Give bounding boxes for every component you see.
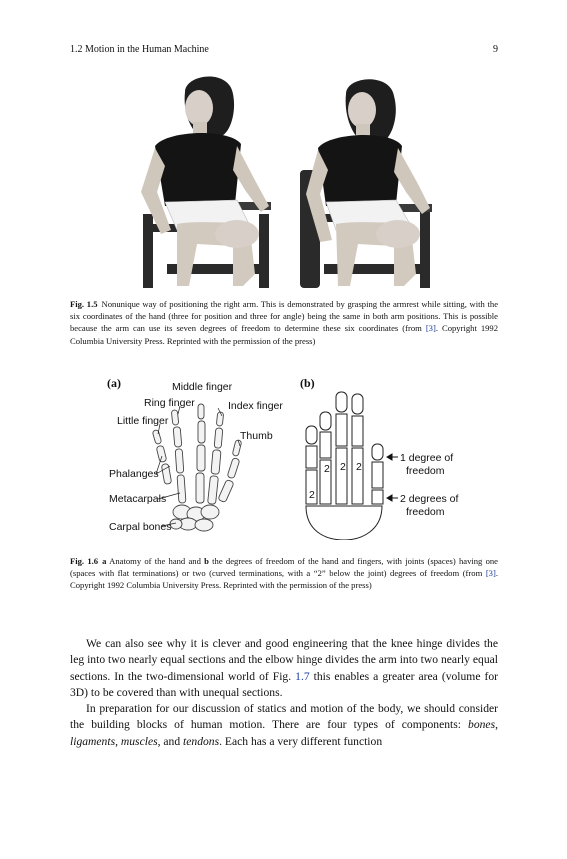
label-little-finger: Little finger (117, 415, 169, 427)
paragraph-2 (70, 701, 498, 750)
label-thumb: Thumb (240, 430, 273, 442)
dof-mark-2-ring: 2 (324, 463, 330, 475)
paragraph-1-text-b: this enables a greater area (volume for 3D) to be covered than with unequal sections. (70, 669, 498, 699)
fig-1-6-citation-link[interactable]: [3] (485, 568, 496, 579)
body-text (70, 636, 498, 750)
fig-1-6-caption-part2: the degrees of freedom of the hand and fingers, with joints (spaces) having one (spaces with flat terminations) or two (curved terminations, with a “2” below the joint) degrees of freedom (from (70, 556, 498, 579)
label-metacarpals: Metacarpals (109, 493, 167, 505)
fig-1-5-panel-b-label: (b) (296, 74, 311, 88)
photo-seated-woman-a (137, 74, 279, 288)
fig-1-6-caption-end: . Copyright 1992 Columbia University Press. Reprinted with the permission of the press) (70, 568, 498, 591)
dof-mark-2-middle: 2 (340, 461, 346, 473)
fig-1-6-panel-a-label: (a) (107, 376, 121, 390)
fig-1-5-caption-end: . Copyright 1992 Columbia University Press. Reprinted with the permission of the press) (70, 323, 499, 346)
label-ring-finger: Ring finger (144, 397, 195, 409)
paragraph-1 (70, 636, 498, 701)
fig-1-5-caption-label: Fig. 1.5 (70, 299, 98, 309)
fig-1-6-caption-part1: Anatomy of the hand and (106, 556, 205, 566)
label-index-finger: Index finger (228, 400, 283, 412)
fig-1-6-caption-label: Fig. 1.6 (70, 556, 99, 566)
label-two-dof-line2: freedom (406, 506, 445, 518)
label-two-dof-line1: 2 degrees of (400, 493, 459, 505)
label-middle-finger: Middle finger (172, 381, 233, 393)
fig-1-6-caption-b: b (204, 556, 209, 566)
label-phalanges: Phalanges (109, 468, 159, 480)
fig-1-6-caption-a: a (102, 556, 107, 566)
running-header (70, 44, 498, 58)
dof-mark-2-little: 2 (309, 489, 315, 501)
fig-1-5-citation-link[interactable]: [3] (425, 323, 436, 334)
photo-seated-woman-b (296, 74, 438, 288)
dof-mark-2-index: 2 (356, 461, 362, 473)
term-ligaments: ligaments (70, 734, 116, 748)
page-number: 9 (493, 44, 498, 55)
term-tendons: tendons (183, 734, 220, 748)
paragraph-2-text-a: In preparation for our discussion of statics and motion of the body, we should consider the building blocks of human motion. There are four types of components: (70, 702, 498, 732)
fig-1-6-caption (70, 555, 498, 592)
hand-anatomy-labels (100, 378, 290, 538)
label-one-dof-line2: freedom (406, 465, 445, 477)
label-carpal-bones: Carpal bones (109, 521, 172, 533)
paragraph-2-text-end: . Each has a very different function (219, 734, 383, 748)
paragraph-2-sep-1: , (495, 718, 498, 732)
section-title: 1.2 Motion in the Human Machine (70, 44, 209, 55)
paragraph-1-text-a: We can also see why it is clever and good engineering that the knee hinge divides the leg into two nearly equal sections and the elbow hinge divides the arm into two nearly equal sections. In the two-dimensional world of Fig. (70, 637, 498, 683)
fig-1-5-caption-text: Nonunique way of positioning the right arm. This is demonstrated by grasping the armrest while sitting, with the six coordinates of the hand (three for position and three for angle) being the same in both arm positions. This is possible because the arm can use its seven degrees of freedom to determine these six coordinates (from (70, 299, 499, 334)
dof-legend-labels (398, 448, 498, 528)
term-bones: bones (468, 718, 496, 732)
fig-1-5-panel-a-label: (a) (138, 74, 152, 88)
paragraph-2-sep-3: , and (157, 734, 184, 748)
fig-1-6-panel-b-label: (b) (300, 376, 315, 390)
fig-1-5-caption (70, 298, 498, 347)
paragraph-2-sep-2: , (115, 734, 121, 748)
label-one-dof-line1: 1 degree of (400, 452, 454, 464)
fig-1-7-reference-link[interactable]: 1.7 (295, 669, 310, 683)
term-muscles: muscles (120, 734, 158, 748)
